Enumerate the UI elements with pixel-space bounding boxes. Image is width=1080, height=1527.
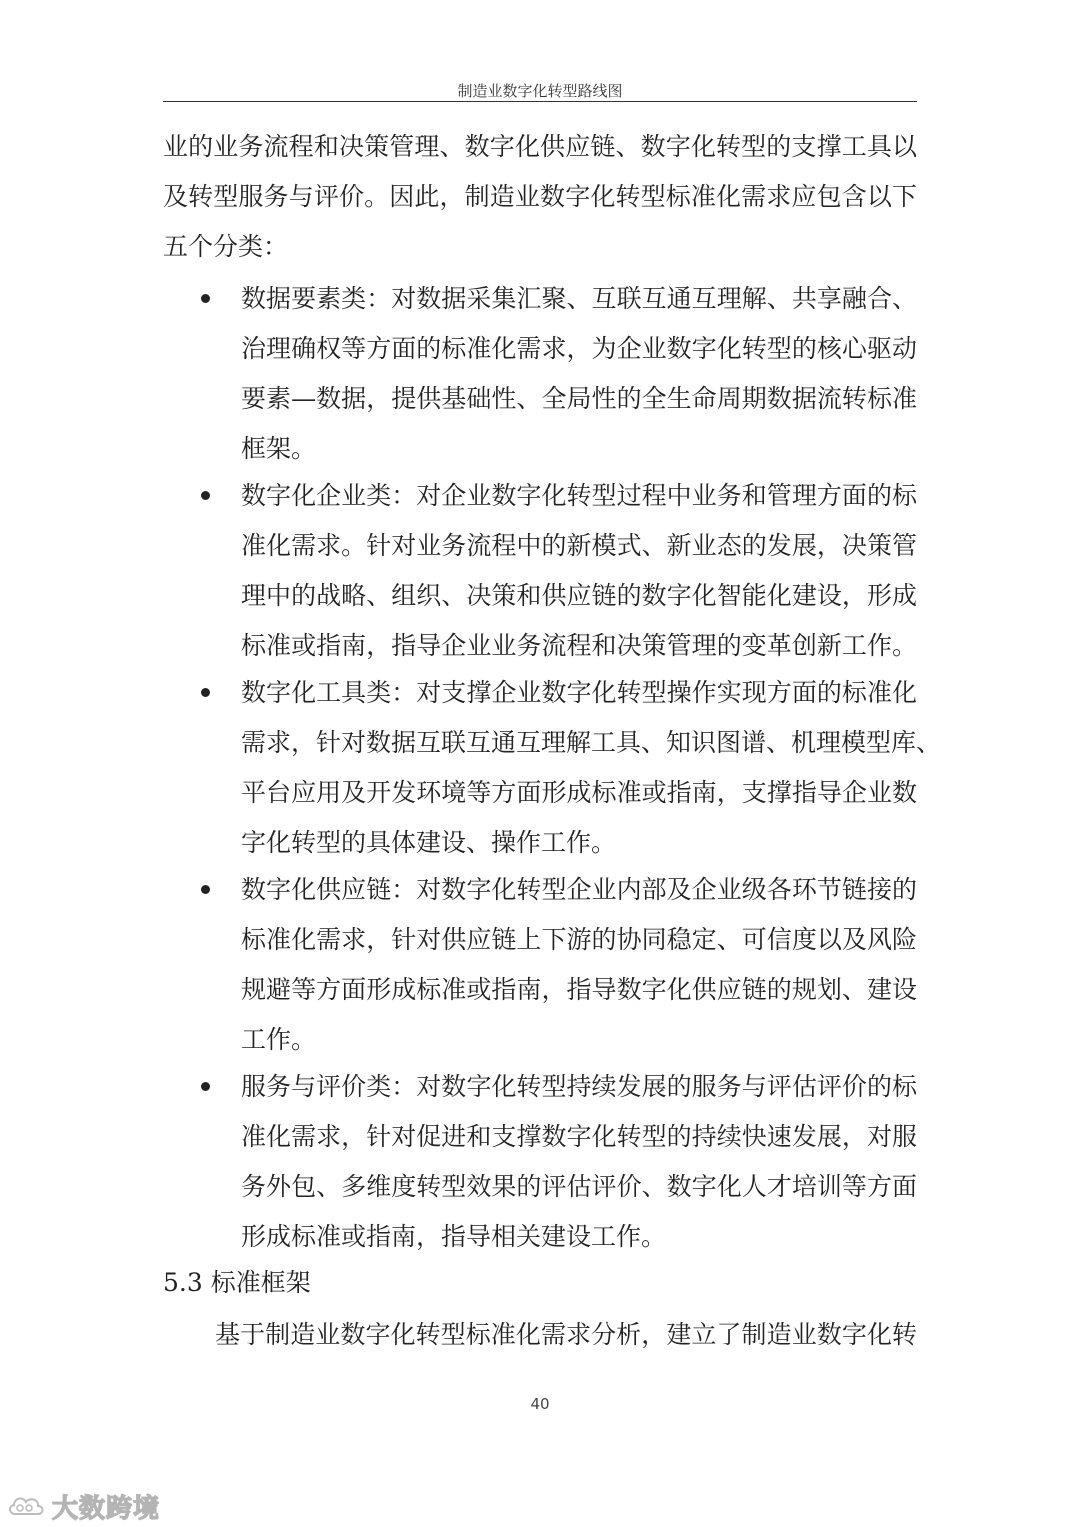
- bullet-line: 字化转型的具体建设、操作工作。: [241, 828, 617, 857]
- bullet-line: 形成标准或指南，指导相关建设工作。: [241, 1222, 667, 1251]
- bullet-line: 服务与评价类：对数字化转型持续发展的服务与评估评价的标: [241, 1072, 917, 1101]
- running-header: 制造业数字化转型路线图: [457, 82, 623, 100]
- bullet-line: 工作。: [241, 1025, 317, 1054]
- bullet-line: 数字化工具类：对支撑企业数字化转型操作实现方面的标准化: [241, 678, 917, 707]
- bullet-line: 数字化供应链：对数字化转型企业内部及企业级各环节链接的: [241, 875, 917, 904]
- watermark: [6, 1488, 160, 1525]
- bullet-icon: [201, 491, 210, 500]
- bullet-line: 数据要素类：对数据采集汇聚、互联互通互理解、共享融合、: [241, 284, 917, 313]
- bullet-line: 规避等方面形成标准或指南，指导数字化供应链的规划、建设: [241, 975, 917, 1004]
- section-paragraph: 基于制造业数字化转型标准化需求分析，建立了制造业数字化转: [215, 1320, 917, 1349]
- intro-line: 五个分类：: [163, 232, 289, 261]
- watermark-text: 大数跨境: [52, 1494, 161, 1524]
- intro-line: 业的业务流程和决策管理、数字化供应链、数字化转型的支撑工具以: [163, 132, 917, 161]
- bullet-line: 务外包、多维度转型效果的评估评价、数字化人才培训等方面: [241, 1172, 917, 1201]
- bullet-icon: [201, 294, 210, 303]
- bullet-line: 标准或指南，指导企业业务流程和决策管理的变革创新工作。: [241, 631, 917, 660]
- bullet-icon: [201, 1082, 210, 1091]
- page-number: 40: [530, 1395, 550, 1413]
- bullet-line: 框架。: [241, 434, 317, 463]
- bullet-line: 标准化需求，针对供应链上下游的协同稳定、可信度以及风险: [241, 925, 917, 954]
- bullet-icon: [201, 885, 210, 894]
- bullet-line: 平台应用及开发环境等方面形成标准或指南，支撑指导企业数: [241, 778, 917, 807]
- section-heading: 5.3 标准框架: [163, 1268, 311, 1297]
- bullet-line: 准化需求。针对业务流程中的新模式、新业态的发展，决策管: [241, 531, 917, 560]
- intro-line: 及转型服务与评价。因此，制造业数字化转型标准化需求应包含以下: [163, 182, 917, 211]
- bullet-line: 数字化企业类：对企业数字化转型过程中业务和管理方面的标: [241, 481, 917, 510]
- bullet-line: 要素—数据，提供基础性、全局性的全生命周期数据流转标准: [241, 384, 917, 413]
- bullet-icon: [201, 688, 210, 697]
- cloud-logo-icon: [6, 1492, 46, 1522]
- bullet-line: 需求，针对数据互联互通互理解工具、知识图谱、机理模型库、: [241, 728, 942, 757]
- bullet-line: 准化需求，针对促进和支撑数字化转型的持续快速发展，对服: [241, 1122, 917, 1151]
- bullet-line: 理中的战略、组织、决策和供应链的数字化智能化建设，形成: [241, 581, 917, 610]
- header-rule: [163, 101, 917, 102]
- bullet-line: 治理确权等方面的标准化需求，为企业数字化转型的核心驱动: [241, 334, 917, 363]
